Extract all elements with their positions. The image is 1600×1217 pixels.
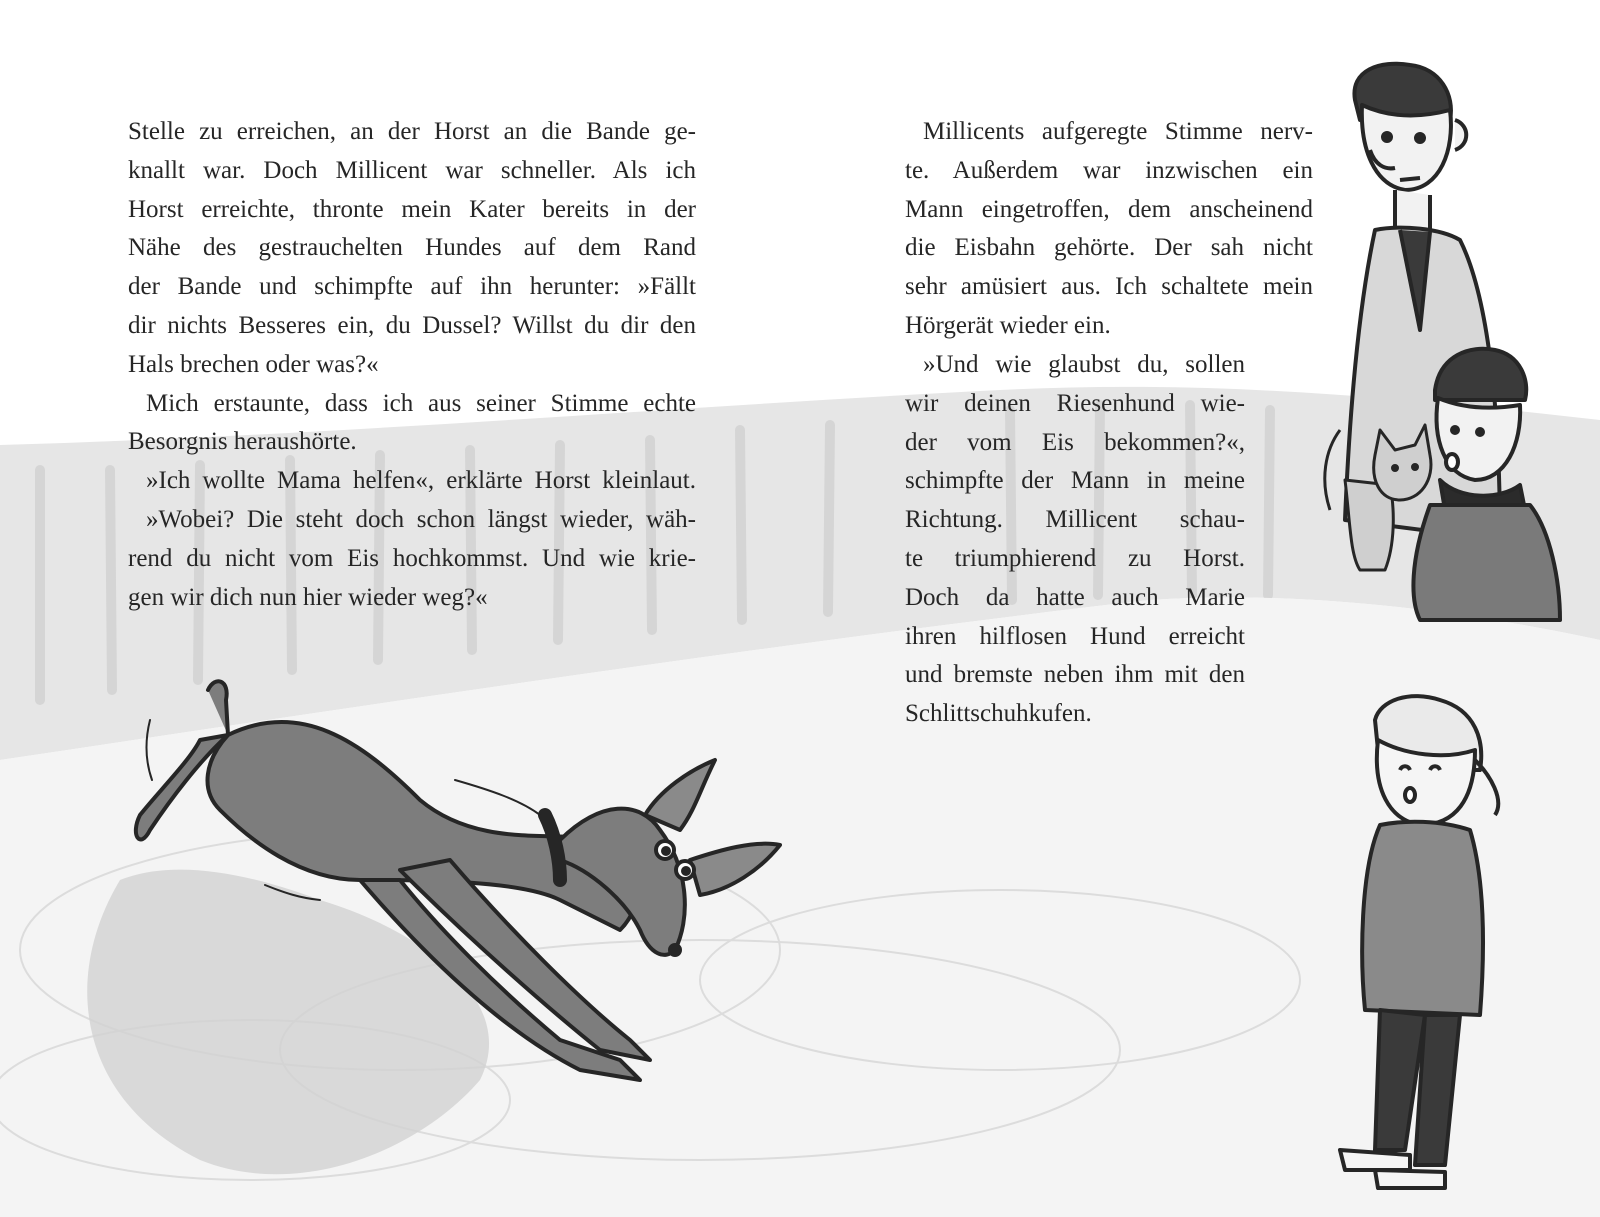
text-line: Schlittschuhkufen. bbox=[905, 700, 1092, 728]
text-line: Millicents aufgeregte Stimme nerv- bbox=[923, 118, 1313, 145]
right-text-column-upper bbox=[905, 113, 1313, 346]
text-line: te. Außerdem war inzwischen ein bbox=[905, 156, 1313, 184]
text-line: dir nichts Besseres ein, du Dussel? Willst du dir den bbox=[128, 311, 696, 339]
left-text-column bbox=[128, 113, 696, 617]
text-line: Nähe des gestrauchelten Hundes auf dem Rand bbox=[128, 234, 696, 262]
text-line: knallt war. Doch Millicent war schneller. Als ich bbox=[128, 156, 696, 184]
text-line: gen wir dich nun hier wieder weg?« bbox=[128, 583, 488, 611]
right-text-column-lower bbox=[905, 346, 1245, 734]
text-line: ihren hilflosen Hund erreicht bbox=[905, 622, 1245, 650]
text-line: Doch da hatte auch Marie bbox=[905, 583, 1245, 611]
text-line: te triumphierend zu Horst. bbox=[905, 544, 1245, 572]
text-line: Horst erreichte, thronte mein Kater bereits in der bbox=[128, 195, 696, 223]
text-line: rend du nicht vom Eis hochkommst. Und wie krie- bbox=[128, 544, 696, 572]
text-line: die Eisbahn gehörte. Der sah nicht bbox=[905, 234, 1313, 262]
text-line: Richtung. Millicent schau- bbox=[905, 506, 1245, 534]
text-line: wir deinen Riesenhund wie- bbox=[905, 389, 1245, 417]
text-line: Besorgnis heraushörte. bbox=[128, 428, 357, 456]
text-line: sehr amüsiert aus. Ich schaltete mein bbox=[905, 273, 1313, 301]
text-line: Hals brechen oder was?« bbox=[128, 350, 379, 378]
text-line: und bremste neben ihm mit den bbox=[905, 661, 1245, 689]
text-line: »Wobei? Die steht doch schon längst wieder, wäh- bbox=[146, 505, 696, 533]
text-line: Hörgerät wieder ein. bbox=[905, 311, 1111, 339]
text-line: schimpfte der Mann in meine bbox=[905, 467, 1245, 495]
text-line: Mann eingetroffen, dem anscheinend bbox=[905, 195, 1313, 223]
text-line: »Ich wollte Mama helfen«, erklärte Horst kleinlaut. bbox=[146, 467, 696, 495]
text-line: der vom Eis bekommen?«, bbox=[905, 428, 1245, 456]
text-line: der Bande und schimpfte auf ihn herunter: »Fällt bbox=[128, 273, 696, 301]
text-line: »Und wie glaubst du, sollen bbox=[923, 351, 1245, 378]
text-line: Mich erstaunte, dass ich aus seiner Stimme echte bbox=[146, 389, 696, 417]
text-line: Stelle zu erreichen, an der Horst an die Bande ge- bbox=[128, 118, 696, 145]
